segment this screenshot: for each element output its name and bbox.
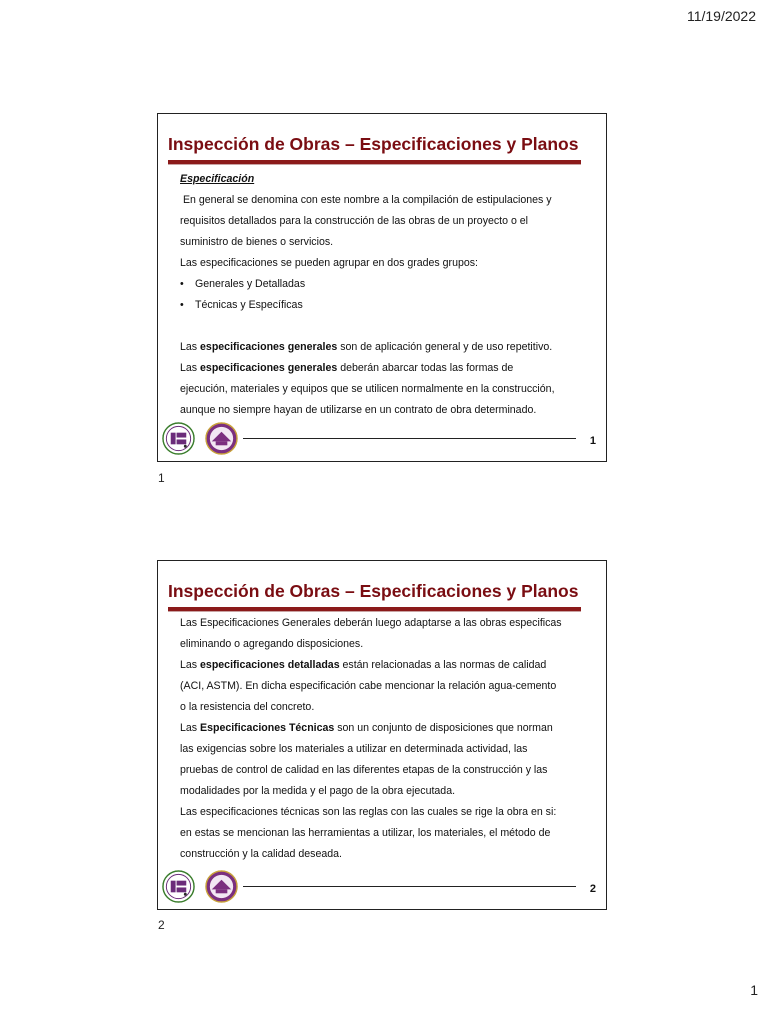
section-heading: Especificación: [180, 173, 255, 185]
body-line: Las especificaciones detalladas están relacionadas a las normas de calidad: [180, 659, 547, 671]
slide-caption: 2: [158, 918, 165, 932]
body-line: Las especificaciones generales son de aplicación general y de uso repetitivo.: [180, 341, 553, 353]
body-line: Las especificaciones técnicas son las reglas con las cuales se rige la obra en si:: [180, 806, 557, 818]
body-line: construcción y la calidad deseada.: [180, 848, 342, 860]
body-line: modalidades por la medida y el pago de la obra ejecutada.: [180, 785, 456, 797]
bullet-item: • Generales y Detalladas: [180, 274, 594, 295]
slide-number: 1: [589, 435, 596, 447]
title-underline: [168, 607, 581, 612]
footer-rule: [243, 438, 576, 439]
faculty-seal-logo: [205, 422, 238, 455]
slide-title: Inspección de Obras – Especificaciones y Planos: [168, 134, 579, 154]
body-line: Las Especificaciones Generales deberán luego adaptarse a las obras especificas: [180, 617, 562, 629]
university-seal-logo: [162, 422, 195, 455]
body-line: Las especificaciones generales deberán abarcar todas las formas de: [180, 362, 514, 374]
page-date: 11/19/2022: [686, 8, 756, 24]
body-line: (ACI, ASTM). En dicha especificación cabe mencionar la relación agua-cemento: [180, 680, 557, 692]
slide-2: [157, 560, 607, 910]
body-line: aunque no siempre hayan de utilizarse en un contrato de obra determinado.: [180, 404, 537, 416]
page-number: 1: [750, 982, 758, 998]
footer-rule: [243, 886, 576, 887]
body-line: suministro de bienes o servicios.: [180, 236, 334, 248]
body-line: requisitos detallados para la construcción de las obras de un proyecto o el: [180, 215, 529, 227]
body-line: o la resistencia del concreto.: [180, 701, 315, 713]
body-line: en estas se mencionan las herramientas a utilizar, los materiales, el método de: [180, 827, 551, 839]
university-seal-logo: [162, 870, 195, 903]
slide-title: Inspección de Obras – Especificaciones y Planos: [168, 581, 579, 601]
body-line: En general se denomina con este nombre a la compilación de estipulaciones y: [180, 194, 552, 206]
slide-1: [157, 113, 607, 462]
bullet-list: [180, 274, 594, 316]
body-line: eliminando o agregando disposiciones.: [180, 638, 364, 650]
body-line: las exigencias sobre los materiales a utilizar en determinada actividad, las: [180, 743, 528, 755]
slide-body: [180, 169, 594, 421]
slide-caption: 1: [158, 471, 165, 485]
bullet-item: • Técnicas y Específicas: [180, 295, 594, 316]
body-line: pruebas de control de calidad en las diferentes etapas de la construcción y las: [180, 764, 548, 776]
body-line: ejecución, materiales y equipos que se utilicen normalmente en la construcción,: [180, 383, 555, 395]
title-underline: [168, 160, 581, 165]
body-line: Las especificaciones se pueden agrupar en dos grades grupos:: [180, 257, 479, 269]
slide-body: [180, 613, 594, 865]
body-line: Las Especificaciones Técnicas son un conjunto de disposiciones que norman: [180, 722, 553, 734]
slide-number: 2: [589, 883, 596, 895]
faculty-seal-logo: [205, 870, 238, 903]
